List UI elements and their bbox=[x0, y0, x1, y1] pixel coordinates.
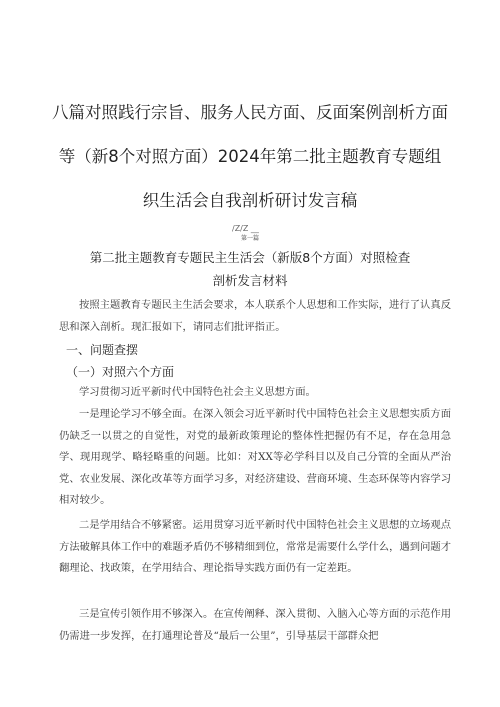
document-title-line-1: 八篇对照践行宗旨、服务人民方面、反面案例剖析方面 bbox=[52, 103, 448, 122]
intro-paragraph: 按照主题教育专题民主生活会要求，本人联系个人思想和工作实际，进行了认真反思和深入剖析。现汇报如下，请同志们批评指正。 bbox=[59, 299, 451, 333]
heading-problem-review: 一、问题查摆 bbox=[66, 343, 139, 357]
paragraph-point-two: 二是学用结合不够紧密。运用贯穿习近平新时代中国特色社会主义思想的立场观点方法破解具体工作中的难题矛盾仍不够精细到位，常常是需要什么学什么，遇到问题才翻理论、找政策，在学用结合、理论指导实践方面仍有一定差距。 bbox=[59, 519, 451, 574]
paragraph-study-aspect: 学习贯彻习近平新时代中国特色社会主义思想方面。 bbox=[79, 386, 316, 398]
document-title-line-2: 等（新8个对照方面）2024年第二批主题教育专题组 bbox=[58, 147, 442, 166]
paragraph-point-three: 三是宣传引领作用不够深入。在宣传阐释、深入贯彻、入脑入心等方面的示范作用仍需进一步发挥，在打通理论普及“最后一公里”，引导基层干部群众把 bbox=[59, 608, 451, 642]
subtitle-line-1: 第二批主题教育专题民主生活会（新版8个方面）对照检查 bbox=[89, 250, 411, 265]
document-title-line-3: 织生活会自我剖析研讨发言稿 bbox=[142, 191, 358, 210]
small-mark: /Z/Z __ bbox=[232, 224, 259, 233]
subtitle-line-2: 剖析发言材料 bbox=[212, 273, 288, 288]
section-label: 第一篇 bbox=[240, 235, 259, 242]
heading-six-aspects: （一）对照六个方面 bbox=[66, 365, 175, 379]
paragraph-point-one: 一是理论学习不够全面。在深入领会习近平新时代中国特色社会主义思想实质方面仍缺乏一以贯之的自觉性，对党的最新政策理论的整体性把握仍有不足，存在急用急学、现用现学、略轻略重的问题。比如：对XX等必学科目以及自己分管的全面从严治党、农业发展、深化改革等方面学习多，对经济建设、营商环境、生态环保等内容学习相对较少。 bbox=[59, 408, 451, 506]
